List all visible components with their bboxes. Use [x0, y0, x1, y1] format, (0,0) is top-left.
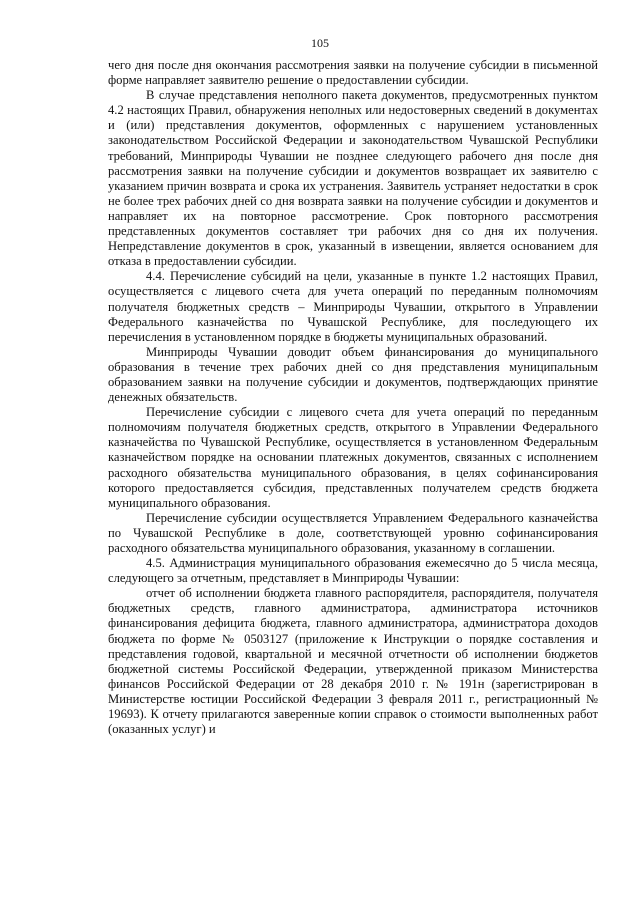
- page-number: 105: [311, 36, 329, 50]
- paragraph-8: отчет об исполнении бюджета главного распорядителя, распорядителя, получателя бюджетных средств, главного администратора, администратора источников финансирования дефицита бюджета, главного администратора, администратора доходов бюджета по форме № 0503127 (приложение к Инструкции о порядке составления и представления годовой, квартальной и месячной отчетности об исполнении бюджетов бюджетной системы Российской Федерации, утвержденной приказом Министерства финансов Российской Федерации от 28 декабря 2010 г. № 191н (зарегистрирован в Министерстве юстиции Российской Федерации 3 февраля 2011 г., регистрационный № 19693). К отчету прилагаются заверенные копии справок о стоимости выполненных работ (оказанных услуг) и: [108, 586, 598, 737]
- paragraph-4: Минприроды Чувашии доводит объем финансирования до муниципального образования в течение трех рабочих дней со дня представления муниципальным образованием заявки на получение субсидии и документов, подтверждающих принятие денежных обязательств.: [108, 344, 598, 405]
- document-body: [108, 58, 598, 737]
- paragraph-7: 4.5. Администрация муниципального образования ежемесячно до 5 числа месяца, следующего за отчетным, представляет в Минприроды Чувашии:: [108, 556, 598, 586]
- paragraph-2: В случае представления неполного пакета документов, предусмотренных пунктом 4.2 настоящих Правил, обнаружения неполных или недостоверных сведений в документах и (или) представления документов, оформленных с нарушением установленных законодательством Российской Федерации и законодательством Чувашской Республики требований, Минприроды Чувашии не позднее следующего рабочего дня после дня рассмотрения заявки на получение субсидии и документов возвращает их заявителю с указанием причин возврата и срока их устранения. Заявитель устраняет недостатки в срок не более трех рабочих дней со дня возврата заявки на получение субсидии и документов и направляет их на повторное рассмотрение. Срок повторного рассмотрения представленных документов составляет три рабочих дня со дня их получения. Непредставление документов в срок, указанный в извещении, является основанием для отказа в предоставлении субсидии.: [108, 88, 598, 269]
- paragraph-1: чего дня после дня окончания рассмотрения заявки на получение субсидии в письменной форме направляет заявителю решение о предоставлении субсидии.: [108, 58, 598, 88]
- paragraph-6: Перечисление субсидии осуществляется Управлением Федерального казначейства по Чувашской Республике в доле, соответствующей уровню софинансирования расходного обязательства муниципального образования, указанному в соглашении.: [108, 510, 598, 555]
- paragraph-3: 4.4. Перечисление субсидий на цели, указанные в пункте 1.2 настоящих Правил, осуществляется с лицевого счета для учета операций по переданным полномочиям получателя бюджетных средств – Минприроды Чувашии, открытого в Управлении Федерального казначейства по Чувашской Республике, для последующего их перечисления в установленном порядке в бюджеты муниципальных образований.: [108, 269, 598, 344]
- paragraph-5: Перечисление субсидии с лицевого счета для учета операций по переданным полномочиям получателя бюджетных средств, открытого в Управлении Федерального казначейства по Чувашской Республике, осуществляется в установленном Федеральным казначейством порядке на основании платежных документов, связанных с исполнением расходного обязательства муниципального образования, в целях софинансирования которого предоставляется субсидия, представленных получателем средств бюджета муниципального образования.: [108, 405, 598, 510]
